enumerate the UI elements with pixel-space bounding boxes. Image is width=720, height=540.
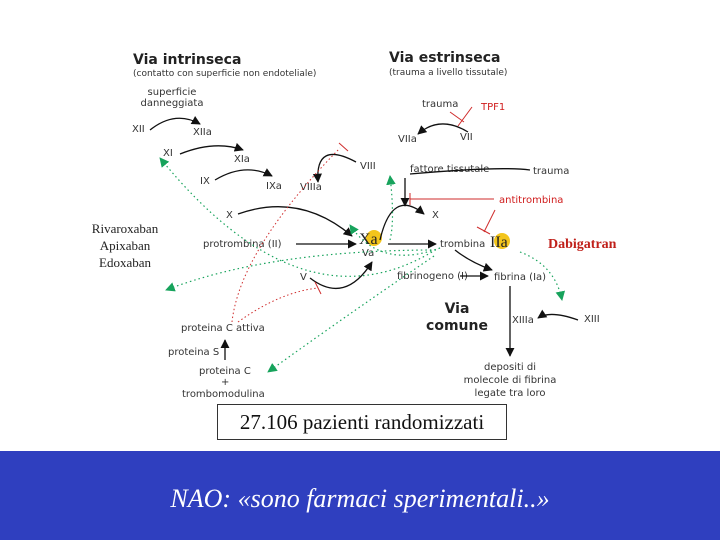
factor-xiiia: XIIIa: [512, 315, 534, 326]
extrinsic-subtitle: (trauma a livello tissutale): [389, 68, 508, 78]
arrow-xa-x-right: [380, 205, 424, 240]
tpf1-inhibit-line: [458, 107, 472, 126]
tpf1-label: TPF1: [481, 102, 506, 113]
fibrin-label: fibrina (Ia): [494, 272, 547, 283]
protein-c-inhibit-v: [238, 288, 318, 322]
factor-x-right: X: [432, 210, 439, 221]
antithrombin-label: antitrombina: [499, 195, 564, 206]
factor-xa: Xa: [359, 231, 378, 248]
arrow-xiii-xiiia: [538, 314, 578, 320]
factor-va: Va: [362, 248, 375, 259]
fibrinogen-label: fibrinogeno (I): [397, 271, 468, 282]
deposits-line-1: depositi di: [484, 362, 536, 373]
tpf1-inhibit-bar: [450, 112, 464, 122]
surface-label-1: superficie: [147, 87, 197, 98]
arrow-v-va: [310, 262, 372, 288]
factor-x-left: X: [226, 210, 233, 221]
drug-edoxaban: Edoxaban: [99, 255, 151, 270]
surface-label-2: danneggiata: [140, 98, 204, 109]
drug-apixaban: Apixaban: [99, 238, 151, 253]
feedback-thrombin-x: [166, 250, 436, 290]
antithrombin-line-iia: [484, 210, 495, 232]
protein-c-active-label: proteina C attiva: [181, 323, 265, 334]
factor-v: V: [300, 272, 307, 283]
common-title-1: Via: [444, 301, 470, 317]
drug-rivaroxaban: Rivaroxaban: [91, 221, 159, 236]
protein-c-inhibit-viii: [232, 148, 340, 322]
factor-ixa: IXa: [266, 181, 282, 192]
intrinsic-subtitle: (contatto con superficie non endoteliale): [133, 69, 317, 79]
prothrombin-label: protrombina (II): [203, 239, 282, 250]
factor-iia: IIa: [490, 234, 508, 251]
thrombin-label: trombina: [440, 239, 486, 250]
arrow-thrombin-fibrinogen: [455, 250, 492, 270]
factor-xia: XIa: [234, 154, 250, 165]
factor-viia: VIIa: [398, 134, 417, 145]
factor-xiia: XIIa: [193, 127, 212, 138]
protein-c-label: proteina C: [199, 366, 251, 377]
arrow-ix-ixa: [215, 170, 272, 180]
factor-viiia: VIIIa: [300, 182, 322, 193]
patients-box: 27.106 pazienti randomizzati: [217, 404, 507, 440]
drug-dabigatran: Dabigatran: [548, 237, 617, 252]
factor-xiii: XIII: [584, 314, 600, 325]
banner-title: NAO: «sono farmaci sperimentali..»: [170, 483, 550, 513]
protein-s-label: proteina S: [168, 347, 220, 358]
intrinsic-title: Via intrinseca: [133, 52, 242, 68]
bottom-banner: [0, 451, 720, 540]
deposits-line-2: molecole di fibrina: [463, 375, 557, 386]
protein-plus-label: +: [221, 377, 230, 388]
protein-c-bar-viii: [339, 143, 348, 151]
tissue-factor-label: fattore tissutale: [410, 164, 490, 175]
extrinsic-title: Via estrinseca: [389, 50, 501, 66]
factor-xii: XII: [132, 124, 145, 135]
trauma-right-label: trauma: [533, 166, 570, 177]
thrombomodulin-label: trombomodulina: [182, 389, 265, 400]
arrow-x-xa-left: [238, 207, 352, 236]
common-title-2: comune: [426, 318, 488, 334]
deposits-line-3: legate tra loro: [474, 388, 546, 399]
antithrombin-bar-iia: [477, 227, 490, 234]
factor-ix: IX: [200, 176, 210, 187]
arrow-xi-xia: [180, 146, 243, 154]
factor-vii: VII: [460, 132, 473, 143]
trauma-top-label: trauma: [422, 99, 459, 110]
factor-xi: XI: [163, 148, 173, 159]
feedback-xa-viii: [390, 176, 393, 240]
factor-viii: VIII: [360, 161, 376, 172]
arrow-viii-viiia: [318, 154, 356, 182]
